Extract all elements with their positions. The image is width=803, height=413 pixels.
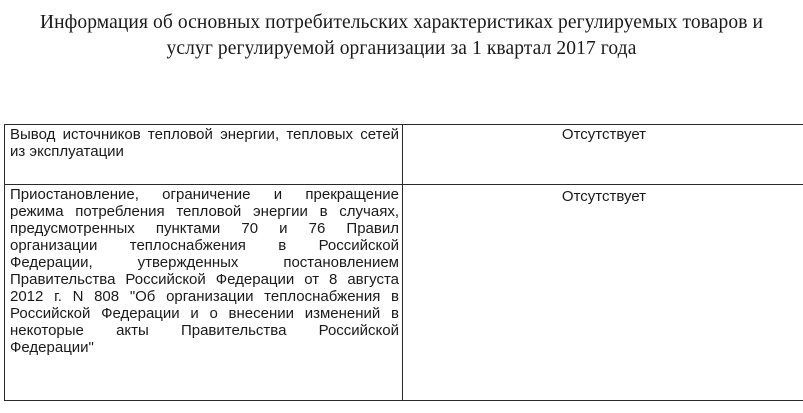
row-label-cell: Вывод источников тепловой энергии, тепловых сетей из эксплуатации [5, 125, 403, 185]
title-line-1: Информация об основных потребительских характеристиках регулируемых товаров и [39, 12, 764, 33]
title-line-2: услуг регулируемой организации за 1 квартал 2017 года [166, 38, 637, 59]
document-title [0, 10, 803, 62]
row-value-cell: Отсутствует [403, 125, 803, 185]
row-label-cell: Приостановление, ограничение и прекращение режима потребления тепловой энергии в случаях, предусмотренных пунктами 70 и 76 Правил организации теплоснабжения в Российской Федерации, утвержденных постановлением Правительства Российской Федерации от 8 августа 2012 г. N 808 "Об организации теплоснабжения в Российской Федерации и о внесении изменений в некоторые акты Правительства Российской Федерации" [5, 185, 403, 401]
table-row [5, 125, 803, 185]
characteristics-table [4, 124, 803, 401]
row-value-cell: Отсутствует [403, 185, 803, 401]
table-row [5, 185, 803, 401]
